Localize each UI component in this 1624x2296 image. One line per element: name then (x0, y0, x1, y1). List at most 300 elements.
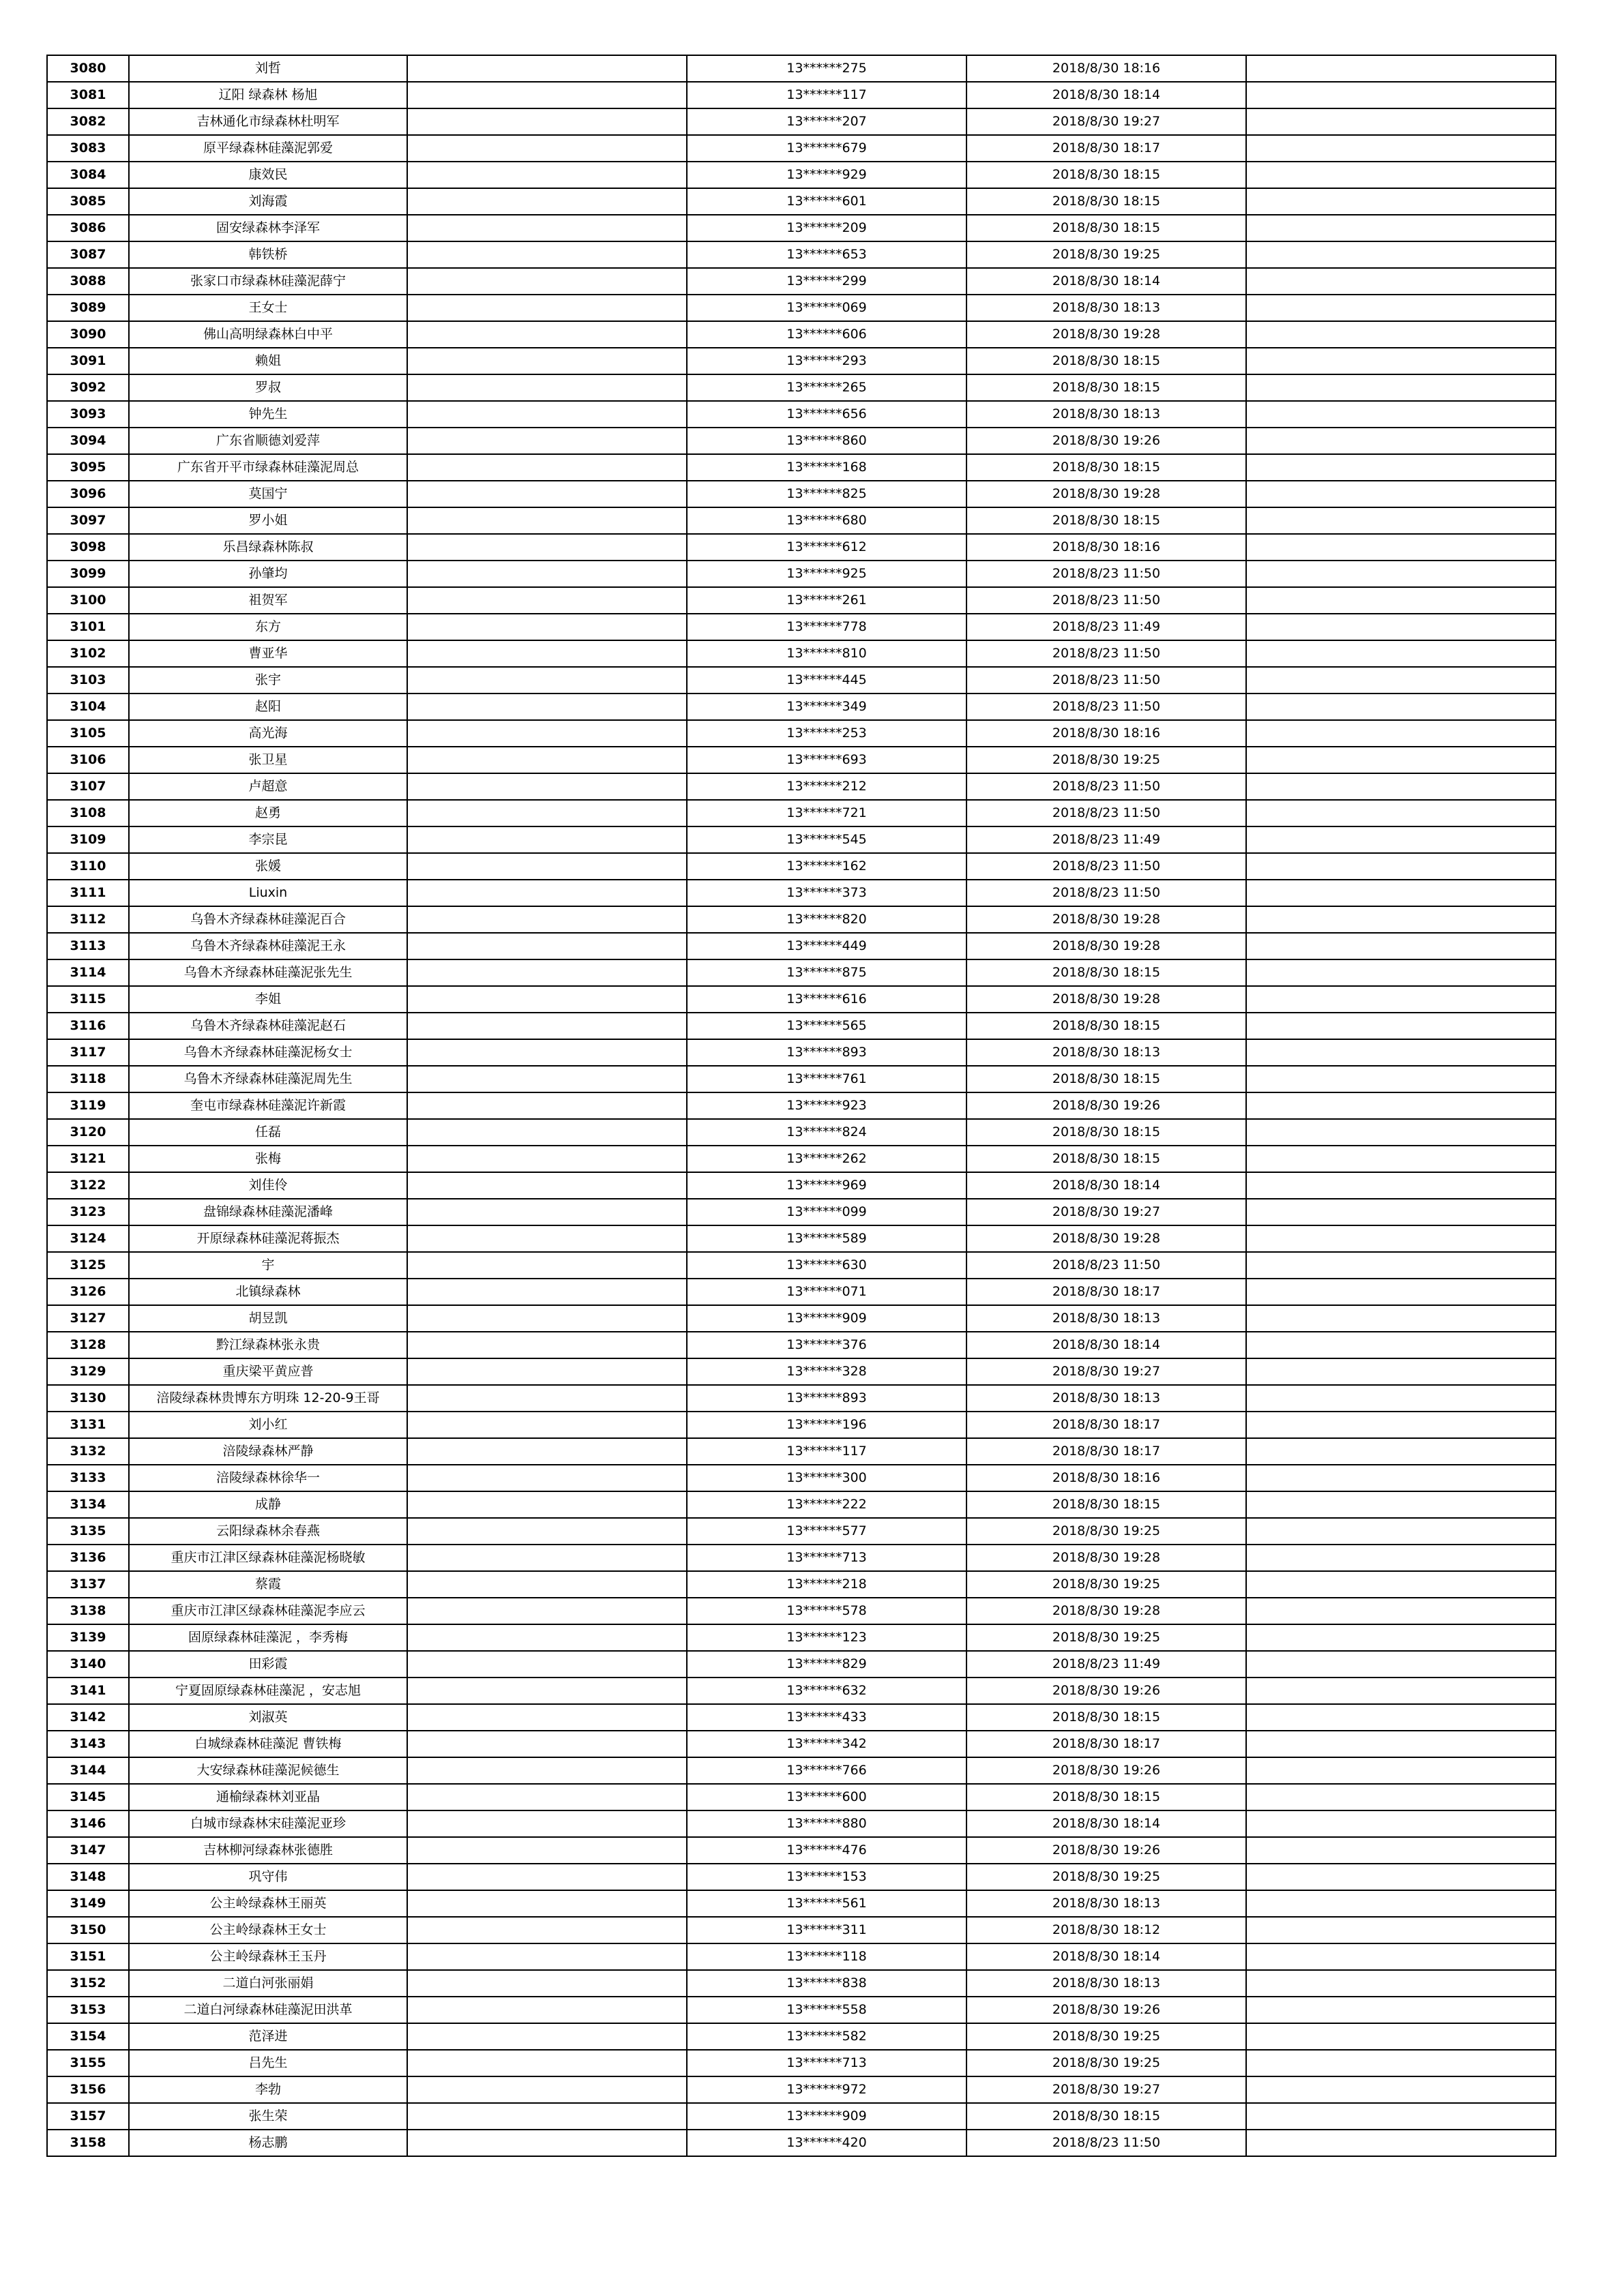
table-row (47, 1810, 1556, 1837)
extra-cell (1246, 694, 1556, 720)
table-row (47, 959, 1556, 986)
timestamp-cell: 2018/8/30 19:28 (966, 481, 1246, 507)
row-number-cell: 3091 (47, 348, 129, 374)
table-row (47, 481, 1556, 507)
note-cell (407, 1571, 687, 1598)
extra-cell (1246, 1678, 1556, 1704)
table-row (47, 321, 1556, 348)
phone-cell: 13******376 (687, 1332, 966, 1358)
note-cell (407, 1491, 687, 1518)
phone-cell: 13******420 (687, 2130, 966, 2156)
phone-cell: 13******713 (687, 1545, 966, 1571)
row-number-cell: 3096 (47, 481, 129, 507)
phone-cell: 13******600 (687, 1784, 966, 1810)
row-number-cell: 3134 (47, 1491, 129, 1518)
extra-cell (1246, 1890, 1556, 1917)
phone-cell: 13******909 (687, 1305, 966, 1332)
note-cell (407, 295, 687, 321)
timestamp-cell: 2018/8/30 18:14 (966, 1332, 1246, 1358)
name-cell: 涪陵绿森林徐华一 (129, 1465, 407, 1491)
name-cell: 高光海 (129, 720, 407, 747)
name-cell: 通榆绿森林刘亚晶 (129, 1784, 407, 1810)
table-row (47, 1305, 1556, 1332)
phone-cell: 13******860 (687, 428, 966, 454)
row-number-cell: 3155 (47, 2050, 129, 2076)
phone-cell: 13******207 (687, 108, 966, 135)
timestamp-cell: 2018/8/30 19:27 (966, 1199, 1246, 1225)
phone-cell: 13******253 (687, 720, 966, 747)
timestamp-cell: 2018/8/30 18:15 (966, 374, 1246, 401)
phone-cell: 13******069 (687, 295, 966, 321)
extra-cell (1246, 507, 1556, 534)
extra-cell (1246, 241, 1556, 268)
table-row (47, 507, 1556, 534)
timestamp-cell: 2018/8/30 19:28 (966, 1225, 1246, 1252)
name-cell: 卢超意 (129, 773, 407, 800)
phone-cell: 13******824 (687, 1119, 966, 1146)
phone-cell: 13******162 (687, 853, 966, 880)
table-row (47, 1332, 1556, 1358)
name-cell: 北镇绿森林 (129, 1279, 407, 1305)
extra-cell (1246, 374, 1556, 401)
note-cell (407, 1146, 687, 1172)
name-cell: 乌鲁木齐绿森林硅藻泥杨女士 (129, 1039, 407, 1066)
timestamp-cell: 2018/8/30 19:27 (966, 2076, 1246, 2103)
table-row (47, 1358, 1556, 1385)
note-cell (407, 1624, 687, 1651)
extra-cell (1246, 2050, 1556, 2076)
timestamp-cell: 2018/8/30 18:15 (966, 162, 1246, 188)
phone-cell: 13******969 (687, 1172, 966, 1199)
table-row (47, 1757, 1556, 1784)
phone-cell: 13******209 (687, 215, 966, 241)
note-cell (407, 1545, 687, 1571)
phone-cell: 13******349 (687, 694, 966, 720)
phone-cell: 13******761 (687, 1066, 966, 1092)
note-cell (407, 880, 687, 906)
timestamp-cell: 2018/8/30 19:26 (966, 1837, 1246, 1864)
extra-cell (1246, 1491, 1556, 1518)
name-cell: 重庆市江津区绿森林硅藻泥李应云 (129, 1598, 407, 1624)
timestamp-cell: 2018/8/30 18:13 (966, 295, 1246, 321)
timestamp-cell: 2018/8/30 18:14 (966, 82, 1246, 108)
table-row (47, 694, 1556, 720)
note-cell (407, 933, 687, 959)
timestamp-cell: 2018/8/23 11:50 (966, 2130, 1246, 2156)
phone-cell: 13******909 (687, 2103, 966, 2130)
table-row (47, 1172, 1556, 1199)
name-cell: 公主岭绿森林王女士 (129, 1917, 407, 1943)
extra-cell (1246, 481, 1556, 507)
table-row (47, 241, 1556, 268)
phone-cell: 13******328 (687, 1358, 966, 1385)
name-cell: 罗小姐 (129, 507, 407, 534)
note-cell (407, 321, 687, 348)
table-row (47, 1890, 1556, 1917)
note-cell (407, 268, 687, 295)
extra-cell (1246, 853, 1556, 880)
row-number-cell: 3081 (47, 82, 129, 108)
table-row (47, 1837, 1556, 1864)
extra-cell (1246, 1305, 1556, 1332)
row-number-cell: 3133 (47, 1465, 129, 1491)
name-cell: 佛山高明绿森林白中平 (129, 321, 407, 348)
note-cell (407, 481, 687, 507)
timestamp-cell: 2018/8/23 11:50 (966, 640, 1246, 667)
table-row (47, 1225, 1556, 1252)
name-cell: 乌鲁木齐绿森林硅藻泥张先生 (129, 959, 407, 986)
timestamp-cell: 2018/8/30 18:17 (966, 135, 1246, 162)
name-cell: 张生荣 (129, 2103, 407, 2130)
phone-cell: 13******893 (687, 1039, 966, 1066)
phone-cell: 13******222 (687, 1491, 966, 1518)
timestamp-cell: 2018/8/30 18:16 (966, 720, 1246, 747)
phone-cell: 13******612 (687, 534, 966, 561)
phone-cell: 13******820 (687, 906, 966, 933)
phone-cell: 13******632 (687, 1678, 966, 1704)
timestamp-cell: 2018/8/30 19:27 (966, 108, 1246, 135)
timestamp-cell: 2018/8/30 18:15 (966, 1146, 1246, 1172)
extra-cell (1246, 1279, 1556, 1305)
phone-cell: 13******275 (687, 55, 966, 82)
table-row (47, 933, 1556, 959)
note-cell (407, 986, 687, 1013)
name-cell: 黔江绿森林张永贵 (129, 1332, 407, 1358)
phone-cell: 13******577 (687, 1518, 966, 1545)
timestamp-cell: 2018/8/23 11:50 (966, 880, 1246, 906)
table-row (47, 853, 1556, 880)
name-cell: 乐昌绿森林陈叔 (129, 534, 407, 561)
phone-cell: 13******875 (687, 959, 966, 986)
timestamp-cell: 2018/8/30 18:14 (966, 1943, 1246, 1970)
row-number-cell: 3102 (47, 640, 129, 667)
row-number-cell: 3124 (47, 1225, 129, 1252)
table-row (47, 1943, 1556, 1970)
note-cell (407, 694, 687, 720)
timestamp-cell: 2018/8/30 19:28 (966, 321, 1246, 348)
phone-cell: 13******561 (687, 1890, 966, 1917)
row-number-cell: 3127 (47, 1305, 129, 1332)
name-cell: 王女士 (129, 295, 407, 321)
extra-cell (1246, 1518, 1556, 1545)
note-cell (407, 906, 687, 933)
row-number-cell: 3097 (47, 507, 129, 534)
table-row (47, 374, 1556, 401)
note-cell (407, 188, 687, 215)
timestamp-cell: 2018/8/23 11:50 (966, 1252, 1246, 1279)
phone-cell: 13******196 (687, 1412, 966, 1438)
table-row (47, 640, 1556, 667)
table-row (47, 1624, 1556, 1651)
table-row (47, 1252, 1556, 1279)
table-row (47, 880, 1556, 906)
phone-cell: 13******123 (687, 1624, 966, 1651)
table-row (47, 1545, 1556, 1571)
extra-cell (1246, 933, 1556, 959)
row-number-cell: 3149 (47, 1890, 129, 1917)
extra-cell (1246, 1119, 1556, 1146)
row-number-cell: 3153 (47, 1997, 129, 2023)
name-cell: 白城市绿森林宋硅藻泥亚珍 (129, 1810, 407, 1837)
row-number-cell: 3119 (47, 1092, 129, 1119)
timestamp-cell: 2018/8/30 18:15 (966, 959, 1246, 986)
timestamp-cell: 2018/8/30 18:16 (966, 534, 1246, 561)
timestamp-cell: 2018/8/23 11:50 (966, 773, 1246, 800)
name-cell: 巩守伟 (129, 1864, 407, 1890)
timestamp-cell: 2018/8/30 19:25 (966, 747, 1246, 773)
name-cell: 莫国宁 (129, 481, 407, 507)
name-cell: 张家口市绿森林硅藻泥薛宁 (129, 268, 407, 295)
extra-cell (1246, 454, 1556, 481)
row-number-cell: 3082 (47, 108, 129, 135)
extra-cell (1246, 1651, 1556, 1678)
timestamp-cell: 2018/8/30 18:15 (966, 507, 1246, 534)
phone-cell: 13******117 (687, 82, 966, 108)
note-cell (407, 667, 687, 694)
row-number-cell: 3104 (47, 694, 129, 720)
extra-cell (1246, 1917, 1556, 1943)
name-cell: 乌鲁木齐绿森林硅藻泥赵石 (129, 1013, 407, 1039)
note-cell (407, 428, 687, 454)
row-number-cell: 3151 (47, 1943, 129, 1970)
extra-cell (1246, 215, 1556, 241)
row-number-cell: 3126 (47, 1279, 129, 1305)
timestamp-cell: 2018/8/30 19:28 (966, 906, 1246, 933)
extra-cell (1246, 1970, 1556, 1997)
name-cell: 吉林通化市绿森林杜明军 (129, 108, 407, 135)
phone-cell: 13******778 (687, 614, 966, 640)
note-cell (407, 800, 687, 826)
name-cell: 杨志鹏 (129, 2130, 407, 2156)
phone-cell: 13******680 (687, 507, 966, 534)
row-number-cell: 3086 (47, 215, 129, 241)
name-cell: 李宗昆 (129, 826, 407, 853)
note-cell (407, 1651, 687, 1678)
row-number-cell: 3158 (47, 2130, 129, 2156)
extra-cell (1246, 1412, 1556, 1438)
row-number-cell: 3114 (47, 959, 129, 986)
timestamp-cell: 2018/8/30 19:26 (966, 428, 1246, 454)
note-cell (407, 454, 687, 481)
name-cell: 乌鲁木齐绿森林硅藻泥周先生 (129, 1066, 407, 1092)
name-cell: 乌鲁木齐绿森林硅藻泥百合 (129, 906, 407, 933)
note-cell (407, 401, 687, 428)
table-row (47, 108, 1556, 135)
note-cell (407, 1837, 687, 1864)
row-number-cell: 3135 (47, 1518, 129, 1545)
row-number-cell: 3117 (47, 1039, 129, 1066)
table-row (47, 295, 1556, 321)
extra-cell (1246, 1731, 1556, 1757)
note-cell (407, 1784, 687, 1810)
row-number-cell: 3103 (47, 667, 129, 694)
table-row (47, 454, 1556, 481)
note-cell (407, 1332, 687, 1358)
extra-cell (1246, 1358, 1556, 1385)
note-cell (407, 1305, 687, 1332)
timestamp-cell: 2018/8/23 11:50 (966, 800, 1246, 826)
name-cell: 重庆梁平黄应普 (129, 1358, 407, 1385)
phone-cell: 13******565 (687, 1013, 966, 1039)
table-row (47, 773, 1556, 800)
timestamp-cell: 2018/8/30 19:28 (966, 1545, 1246, 1571)
extra-cell (1246, 1332, 1556, 1358)
timestamp-cell: 2018/8/30 18:17 (966, 1279, 1246, 1305)
table-row (47, 2130, 1556, 2156)
table-row (47, 561, 1556, 587)
note-cell (407, 108, 687, 135)
phone-cell: 13******262 (687, 1146, 966, 1172)
note-cell (407, 959, 687, 986)
table-row (47, 614, 1556, 640)
phone-cell: 13******582 (687, 2023, 966, 2050)
name-cell: 张宇 (129, 667, 407, 694)
table-row (47, 1864, 1556, 1890)
note-cell (407, 1810, 687, 1837)
extra-cell (1246, 1199, 1556, 1225)
row-number-cell: 3092 (47, 374, 129, 401)
name-cell: 赖姐 (129, 348, 407, 374)
note-cell (407, 826, 687, 853)
note-cell (407, 135, 687, 162)
extra-cell (1246, 268, 1556, 295)
timestamp-cell: 2018/8/30 18:13 (966, 1039, 1246, 1066)
row-number-cell: 3099 (47, 561, 129, 587)
row-number-cell: 3085 (47, 188, 129, 215)
extra-cell (1246, 1013, 1556, 1039)
name-cell: 东方 (129, 614, 407, 640)
name-cell: 开原绿森林硅藻泥蒋振杰 (129, 1225, 407, 1252)
row-number-cell: 3120 (47, 1119, 129, 1146)
name-cell: 钟先生 (129, 401, 407, 428)
row-number-cell: 3143 (47, 1731, 129, 1757)
timestamp-cell: 2018/8/30 18:17 (966, 1731, 1246, 1757)
extra-cell (1246, 1545, 1556, 1571)
name-cell: 公主岭绿森林王玉丹 (129, 1943, 407, 1970)
note-cell (407, 640, 687, 667)
row-number-cell: 3131 (47, 1412, 129, 1438)
table-row (47, 826, 1556, 853)
row-number-cell: 3129 (47, 1358, 129, 1385)
note-cell (407, 773, 687, 800)
extra-cell (1246, 2103, 1556, 2130)
phone-cell: 13******766 (687, 1757, 966, 1784)
table-row (47, 1013, 1556, 1039)
timestamp-cell: 2018/8/23 11:50 (966, 694, 1246, 720)
name-cell: 吉林柳河绿森林张德胜 (129, 1837, 407, 1864)
row-number-cell: 3157 (47, 2103, 129, 2130)
note-cell (407, 241, 687, 268)
name-cell: 宁夏固原绿森林硅藻泥 ，安志旭 (129, 1678, 407, 1704)
row-number-cell: 3083 (47, 135, 129, 162)
extra-cell (1246, 561, 1556, 587)
row-number-cell: 3156 (47, 2076, 129, 2103)
name-cell: 公主岭绿森林王丽英 (129, 1890, 407, 1917)
phone-cell: 13******923 (687, 1092, 966, 1119)
row-number-cell: 3142 (47, 1704, 129, 1731)
timestamp-cell: 2018/8/23 11:50 (966, 667, 1246, 694)
timestamp-cell: 2018/8/30 18:14 (966, 1172, 1246, 1199)
name-cell: 原平绿森林硅藻泥郭爱 (129, 135, 407, 162)
note-cell (407, 1757, 687, 1784)
phone-cell: 13******606 (687, 321, 966, 348)
table-row (47, 534, 1556, 561)
row-number-cell: 3090 (47, 321, 129, 348)
note-cell (407, 1970, 687, 1997)
timestamp-cell: 2018/8/30 19:26 (966, 1757, 1246, 1784)
note-cell (407, 2130, 687, 2156)
note-cell (407, 1199, 687, 1225)
phone-cell: 13******153 (687, 1864, 966, 1890)
note-cell (407, 162, 687, 188)
table-row (47, 1146, 1556, 1172)
name-cell: 赵阳 (129, 694, 407, 720)
phone-cell: 13******212 (687, 773, 966, 800)
extra-cell (1246, 986, 1556, 1013)
timestamp-cell: 2018/8/30 19:28 (966, 1598, 1246, 1624)
record-table (46, 55, 1556, 2157)
timestamp-cell: 2018/8/30 18:13 (966, 1385, 1246, 1412)
name-cell: 祖贺军 (129, 587, 407, 614)
name-cell: 广东省开平市绿森林硅藻泥周总 (129, 454, 407, 481)
extra-cell (1246, 1066, 1556, 1092)
extra-cell (1246, 321, 1556, 348)
row-number-cell: 3130 (47, 1385, 129, 1412)
note-cell (407, 1917, 687, 1943)
extra-cell (1246, 1438, 1556, 1465)
row-number-cell: 3109 (47, 826, 129, 853)
extra-cell (1246, 348, 1556, 374)
table-row (47, 215, 1556, 241)
timestamp-cell: 2018/8/30 19:25 (966, 1864, 1246, 1890)
timestamp-cell: 2018/8/30 18:15 (966, 1013, 1246, 1039)
timestamp-cell: 2018/8/30 18:14 (966, 1810, 1246, 1837)
row-number-cell: 3080 (47, 55, 129, 82)
phone-cell: 13******653 (687, 241, 966, 268)
extra-cell (1246, 1997, 1556, 2023)
name-cell: 固原绿森林硅藻泥 ，李秀梅 (129, 1624, 407, 1651)
phone-cell: 13******880 (687, 1810, 966, 1837)
note-cell (407, 1465, 687, 1491)
timestamp-cell: 2018/8/30 18:15 (966, 1704, 1246, 1731)
timestamp-cell: 2018/8/30 19:28 (966, 933, 1246, 959)
note-cell (407, 1013, 687, 1039)
phone-cell: 13******445 (687, 667, 966, 694)
table-row (47, 1279, 1556, 1305)
note-cell (407, 55, 687, 82)
table-row (47, 2023, 1556, 2050)
phone-cell: 13******373 (687, 880, 966, 906)
name-cell: 罗叔 (129, 374, 407, 401)
name-cell: 盘锦绿森林硅藻泥潘峰 (129, 1199, 407, 1225)
note-cell (407, 1438, 687, 1465)
extra-cell (1246, 1252, 1556, 1279)
note-cell (407, 2023, 687, 2050)
extra-cell (1246, 587, 1556, 614)
row-number-cell: 3098 (47, 534, 129, 561)
timestamp-cell: 2018/8/23 11:49 (966, 614, 1246, 640)
timestamp-cell: 2018/8/23 11:49 (966, 826, 1246, 853)
name-cell: 刘小红 (129, 1412, 407, 1438)
name-cell: 白城绿森林硅藻泥 曹铁梅 (129, 1731, 407, 1757)
note-cell (407, 1943, 687, 1970)
extra-cell (1246, 1784, 1556, 1810)
extra-cell (1246, 1039, 1556, 1066)
note-cell (407, 1731, 687, 1757)
row-number-cell: 3121 (47, 1146, 129, 1172)
table-row (47, 188, 1556, 215)
extra-cell (1246, 401, 1556, 428)
